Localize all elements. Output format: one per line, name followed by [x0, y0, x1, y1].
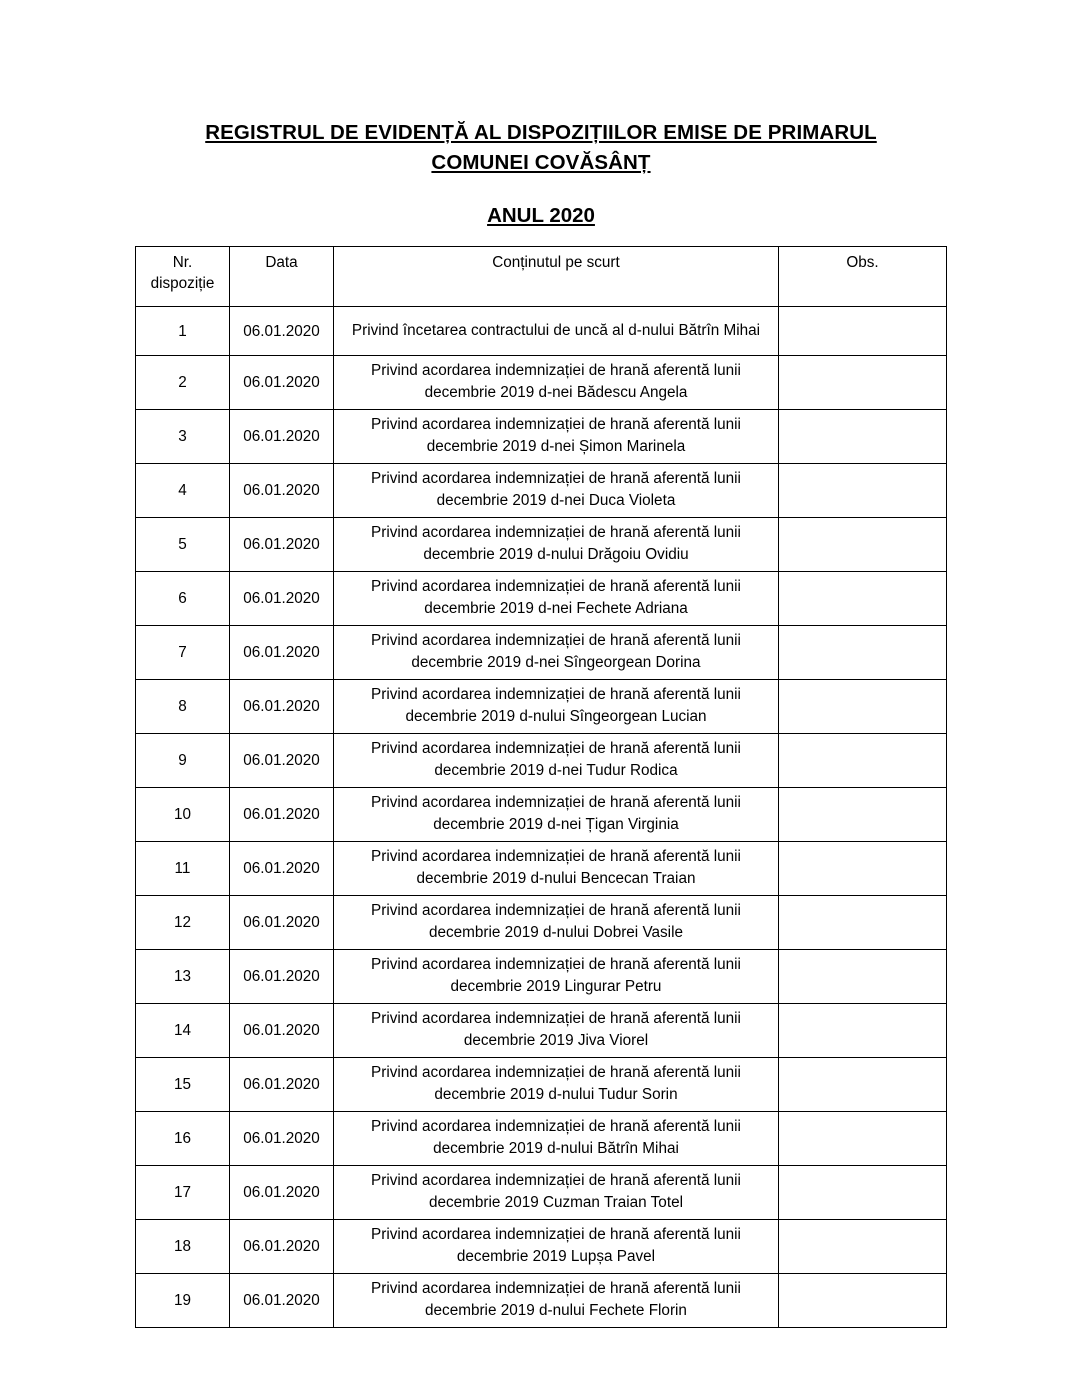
- cell-data: 06.01.2020: [230, 842, 334, 896]
- cell-content: Privind acordarea indemnizației de hrană aferentă lunii decembrie 2019 d-nei Bădescu Angela: [334, 356, 779, 410]
- dispositions-register-table: [135, 246, 947, 1328]
- cell-content: Privind acordarea indemnizației de hrană aferentă lunii decembrie 2019 d-nei Fechete Adriana: [334, 572, 779, 626]
- cell-obs: [779, 788, 947, 842]
- cell-data: 06.01.2020: [230, 1274, 334, 1328]
- cell-content: Privind acordarea indemnizației de hrană aferentă lunii decembrie 2019 d-nului Sîngeorgean Lucian: [334, 680, 779, 734]
- cell-nr: 4: [136, 464, 230, 518]
- table-header: [136, 247, 947, 307]
- column-header-nr: [136, 247, 230, 307]
- cell-nr: 13: [136, 950, 230, 1004]
- cell-data: 06.01.2020: [230, 950, 334, 1004]
- page-title-line-2: COMUNEI COVĂSÂNȚ: [431, 151, 651, 174]
- table-row: [136, 842, 947, 896]
- page-title-line-1: REGISTRUL DE EVIDENȚĂ AL DISPOZIȚIILOR EMISE DE PRIMARUL: [205, 121, 877, 144]
- table-row: [136, 950, 947, 1004]
- cell-content: Privind acordarea indemnizației de hrană aferentă lunii decembrie 2019 Cuzman Traian Totel: [334, 1166, 779, 1220]
- table-row: [136, 410, 947, 464]
- cell-obs: [779, 734, 947, 788]
- cell-obs: [779, 842, 947, 896]
- cell-obs: [779, 1166, 947, 1220]
- cell-data: 06.01.2020: [230, 572, 334, 626]
- table-body: [136, 307, 947, 1328]
- table-row: [136, 356, 947, 410]
- cell-content: Privind acordarea indemnizației de hrană aferentă lunii decembrie 2019 Lingurar Petru: [334, 950, 779, 1004]
- cell-content: Privind acordarea indemnizației de hrană aferentă lunii decembrie 2019 d-nului Bătrîn Mihai: [334, 1112, 779, 1166]
- cell-data: 06.01.2020: [230, 307, 334, 356]
- year-label: ANUL 2020: [487, 204, 595, 227]
- cell-data: 06.01.2020: [230, 680, 334, 734]
- table-row: [136, 788, 947, 842]
- table-row: [136, 896, 947, 950]
- cell-nr: 3: [136, 410, 230, 464]
- table-row: [136, 626, 947, 680]
- column-header-data: Data: [230, 247, 334, 307]
- cell-data: 06.01.2020: [230, 896, 334, 950]
- cell-obs: [779, 680, 947, 734]
- cell-obs: [779, 464, 947, 518]
- cell-content: Privind acordarea indemnizației de hrană aferentă lunii decembrie 2019 d-nului Tudur Sorin: [334, 1058, 779, 1112]
- cell-content: Privind acordarea indemnizației de hrană aferentă lunii decembrie 2019 d-nei Tudur Rodica: [334, 734, 779, 788]
- cell-content: Privind încetarea contractului de uncă al d-nului Bătrîn Mihai: [334, 307, 779, 356]
- table-row: [136, 1112, 947, 1166]
- column-header-nr-line2: dispoziție: [150, 275, 215, 292]
- cell-content: Privind acordarea indemnizației de hrană aferentă lunii decembrie 2019 Lupșa Pavel: [334, 1220, 779, 1274]
- column-header-content: Conținutul pe scurt: [334, 247, 779, 307]
- cell-content: Privind acordarea indemnizației de hrană aferentă lunii decembrie 2019 d-nei Sîngeorgean Dorina: [334, 626, 779, 680]
- table-row: [136, 1166, 947, 1220]
- cell-nr: 2: [136, 356, 230, 410]
- column-header-obs: Obs.: [779, 247, 947, 307]
- page-subtitle-year: [68, 204, 1014, 228]
- cell-nr: 14: [136, 1004, 230, 1058]
- cell-obs: [779, 518, 947, 572]
- cell-obs: [779, 626, 947, 680]
- cell-content: Privind acordarea indemnizației de hrană aferentă lunii decembrie 2019 d-nului Drăgoiu Ovidiu: [334, 518, 779, 572]
- cell-nr: 8: [136, 680, 230, 734]
- cell-data: 06.01.2020: [230, 626, 334, 680]
- cell-nr: 1: [136, 307, 230, 356]
- column-header-nr-line1: Nr.: [172, 254, 193, 271]
- cell-data: 06.01.2020: [230, 1112, 334, 1166]
- cell-content: Privind acordarea indemnizației de hrană aferentă lunii decembrie 2019 d-nei Șimon Marinela: [334, 410, 779, 464]
- cell-nr: 10: [136, 788, 230, 842]
- table-row: [136, 1220, 947, 1274]
- page-title: [68, 118, 1014, 178]
- cell-nr: 19: [136, 1274, 230, 1328]
- cell-content: Privind acordarea indemnizației de hrană aferentă lunii decembrie 2019 d-nei Duca Violeta: [334, 464, 779, 518]
- table-row: [136, 1274, 947, 1328]
- cell-data: 06.01.2020: [230, 1166, 334, 1220]
- cell-obs: [779, 1220, 947, 1274]
- cell-nr: 18: [136, 1220, 230, 1274]
- cell-obs: [779, 1004, 947, 1058]
- cell-nr: 16: [136, 1112, 230, 1166]
- cell-data: 06.01.2020: [230, 788, 334, 842]
- cell-nr: 7: [136, 626, 230, 680]
- cell-nr: 5: [136, 518, 230, 572]
- table-row: [136, 307, 947, 356]
- cell-nr: 12: [136, 896, 230, 950]
- table-row: [136, 680, 947, 734]
- cell-data: 06.01.2020: [230, 1004, 334, 1058]
- cell-obs: [779, 356, 947, 410]
- table-row: [136, 1004, 947, 1058]
- cell-data: 06.01.2020: [230, 1058, 334, 1112]
- table-row: [136, 464, 947, 518]
- cell-data: 06.01.2020: [230, 410, 334, 464]
- cell-obs: [779, 307, 947, 356]
- cell-nr: 6: [136, 572, 230, 626]
- table-row: [136, 518, 947, 572]
- cell-obs: [779, 896, 947, 950]
- table-row: [136, 572, 947, 626]
- cell-nr: 11: [136, 842, 230, 896]
- cell-obs: [779, 572, 947, 626]
- cell-obs: [779, 410, 947, 464]
- cell-obs: [779, 1058, 947, 1112]
- cell-content: Privind acordarea indemnizației de hrană aferentă lunii decembrie 2019 Jiva Viorel: [334, 1004, 779, 1058]
- cell-obs: [779, 1112, 947, 1166]
- cell-data: 06.01.2020: [230, 518, 334, 572]
- cell-content: Privind acordarea indemnizației de hrană aferentă lunii decembrie 2019 d-nului Dobrei Vasile: [334, 896, 779, 950]
- cell-data: 06.01.2020: [230, 734, 334, 788]
- cell-data: 06.01.2020: [230, 1220, 334, 1274]
- cell-data: 06.01.2020: [230, 464, 334, 518]
- cell-obs: [779, 950, 947, 1004]
- cell-content: Privind acordarea indemnizației de hrană aferentă lunii decembrie 2019 d-nei Țigan Virginia: [334, 788, 779, 842]
- cell-nr: 15: [136, 1058, 230, 1112]
- cell-nr: 17: [136, 1166, 230, 1220]
- cell-nr: 9: [136, 734, 230, 788]
- cell-obs: [779, 1274, 947, 1328]
- table-header-row: [136, 247, 947, 307]
- cell-data: 06.01.2020: [230, 356, 334, 410]
- table-row: [136, 734, 947, 788]
- cell-content: Privind acordarea indemnizației de hrană aferentă lunii decembrie 2019 d-nului Bencecan Traian: [334, 842, 779, 896]
- table-row: [136, 1058, 947, 1112]
- cell-content: Privind acordarea indemnizației de hrană aferentă lunii decembrie 2019 d-nului Fechete Florin: [334, 1274, 779, 1328]
